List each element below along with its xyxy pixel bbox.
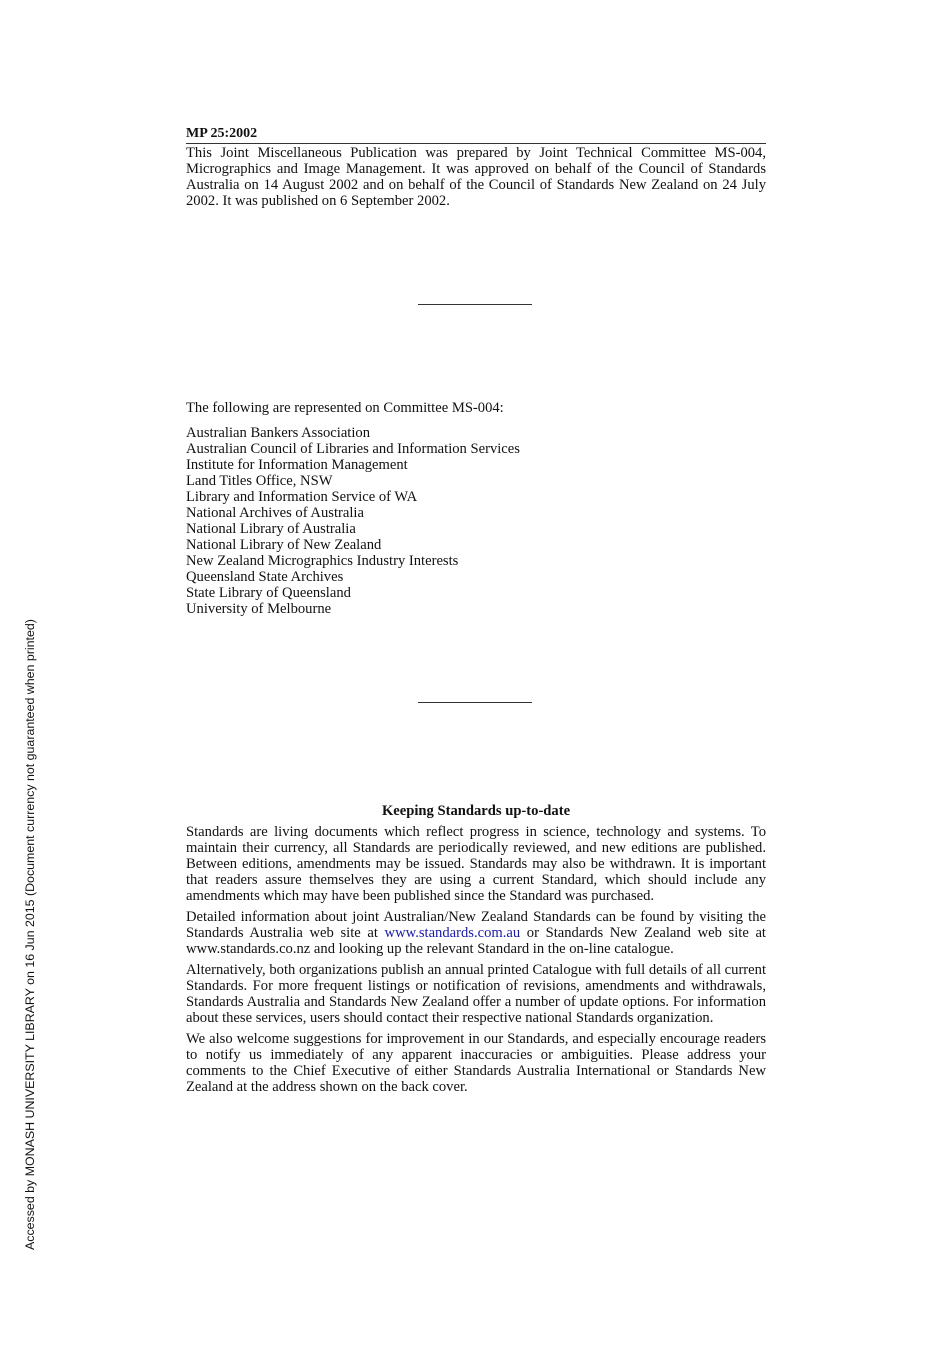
preparation-statement: This Joint Miscellaneous Publication was prepared by Joint Technical Committee MS-004, Micrographics and Image Management. It was approved on behalf of the Council of Standards Australia on 14 August 2002 and on behalf of the Council of Standards New Zealand on 24 July 2002. It was published on 6 September 2002. bbox=[186, 145, 766, 209]
document-id: MP 25:2002 bbox=[186, 125, 766, 144]
committee-member: National Library of Australia bbox=[186, 521, 356, 537]
committee-member: National Library of New Zealand bbox=[186, 537, 382, 553]
committee-member: Institute for Information Management bbox=[186, 457, 408, 473]
committee-member: State Library of Queensland bbox=[186, 585, 351, 601]
section-heading: Keeping Standards up-to-date bbox=[381, 803, 571, 819]
section-divider bbox=[418, 702, 532, 703]
section-divider bbox=[418, 304, 532, 305]
keeping-standards-body bbox=[186, 824, 766, 1100]
standards-australia-link[interactable]: www.standards.com.au bbox=[384, 925, 521, 941]
paragraph-text: or Standards New Zealand web site at www.standards.co.nz and looking up the relevant Standard in the on-line catalogue. bbox=[186, 925, 766, 957]
committee-member: Queensland State Archives bbox=[186, 569, 344, 585]
paragraph-web-info bbox=[186, 909, 766, 957]
paragraph-text: Detailed information about joint Australian/New Zealand Standards can be found by visiting the Standards Australia web site at bbox=[186, 909, 766, 941]
committee-member: Australian Council of Libraries and Information Services bbox=[186, 441, 520, 457]
committee-intro: The following are represented on Committee MS-004: bbox=[186, 400, 504, 416]
paragraph-feedback: We also welcome suggestions for improvement in our Standards, and especially encourage readers to notify us immediately of any apparent inaccuracies or ambiguities. Please address your comments to the Chief Executive of either Standards Australia International or Standards New Zealand at the address shown on the back cover. bbox=[186, 1031, 766, 1095]
committee-member: Library and Information Service of WA bbox=[186, 489, 418, 505]
access-watermark: Accessed by MONASH UNIVERSITY LIBRARY on 16 Jun 2015 (Document currency not guaranteed when printed) bbox=[23, 619, 37, 1250]
committee-member: University of Melbourne bbox=[186, 601, 332, 617]
committee-member: Land Titles Office, NSW bbox=[186, 473, 333, 489]
committee-member: New Zealand Micrographics Industry Interests bbox=[186, 553, 459, 569]
paragraph-catalogue: Alternatively, both organizations publish an annual printed Catalogue with full details of all current Standards. For more frequent listings or notification of revisions, amendments and withdrawals, Standards Australia and Standards New Zealand offer a number of update options. For information about these services, users should contact their respective national Standards organization. bbox=[186, 962, 766, 1026]
committee-member-list bbox=[186, 425, 520, 617]
committee-member: Australian Bankers Association bbox=[186, 425, 371, 441]
committee-member: National Archives of Australia bbox=[186, 505, 364, 521]
paragraph-currency: Standards are living documents which reflect progress in science, technology and systems. To maintain their currency, all Standards are periodically reviewed, and new editions are published. Between editions, amendments may be issued. Standards may also be withdrawn. It is important that readers assure themselves they are using a current Standard, which should include any amendments which may have been published since the Standard was purchased. bbox=[186, 824, 766, 904]
